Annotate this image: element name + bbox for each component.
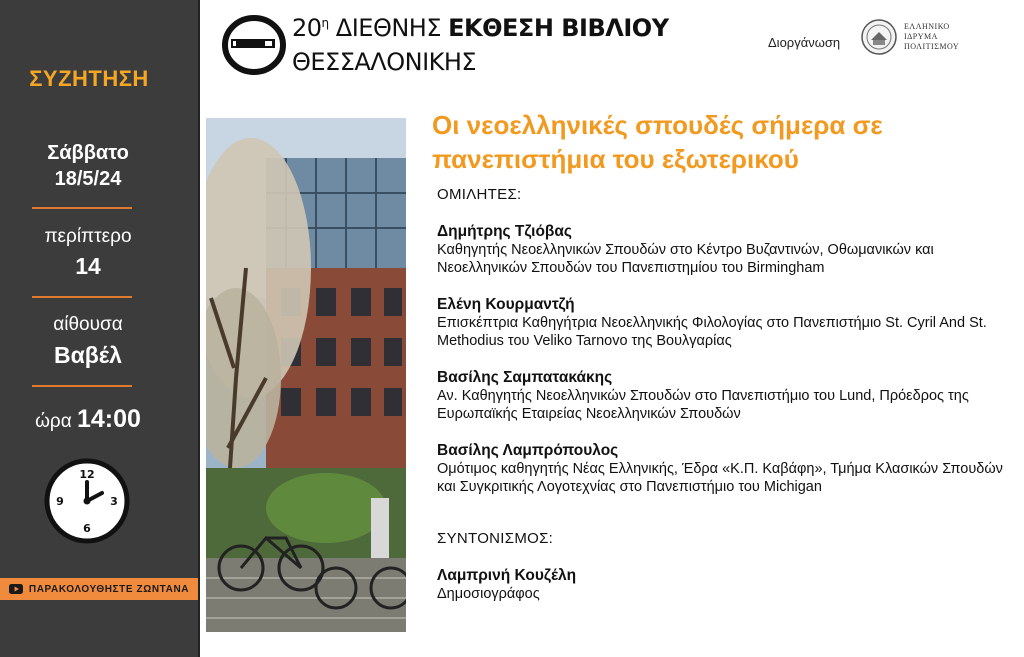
speakers-label: ΟΜΙΛΗΤΕΣ: xyxy=(437,186,522,203)
speaker-name: Δημήτρης Τζιόβας xyxy=(437,223,572,240)
speaker-item xyxy=(437,442,1007,496)
event-type: ΣΥΖΗΤΗΣΗ xyxy=(29,66,149,91)
fair-city: ΘΕΣΣΑΛΟΝΙΚΗΣ xyxy=(292,48,477,76)
speaker-name: Βασίλης Λαμπρόπουλος xyxy=(437,442,619,459)
speaker-name: Βασίλης Σαμπατακάκης xyxy=(437,369,613,386)
library-building-photo xyxy=(206,118,406,632)
divider xyxy=(32,296,132,298)
speaker-role: Επισκέπτρια Καθηγήτρια Νεοελληνικής Φιλολογίας στο Πανεπιστήμιο St. Cyril And St. Methodius του Veliko Tarnovo της Βουλγαρίας xyxy=(437,315,987,349)
hall-name: Βαβέλ xyxy=(54,342,122,368)
moderator-item xyxy=(437,567,1007,603)
svg-text:3: 3 xyxy=(110,495,118,508)
event-info-sidebar xyxy=(0,0,198,657)
fair-title: $20^\eta$ ΔΙΕΘΝΗΣ ΕΚΘΕΣΗ ΒΙΒΛΙΟΥ xyxy=(292,14,669,42)
divider xyxy=(32,207,132,209)
event-date: 18/5/24 xyxy=(54,168,122,190)
svg-text:12: 12 xyxy=(79,468,95,481)
moderator-label: ΣΥΝΤΟΝΙΣΜΟΣ: xyxy=(437,530,554,547)
speaker-item xyxy=(437,296,1007,350)
time-value: 14:00 xyxy=(76,405,141,433)
booth-number: 14 xyxy=(75,253,101,279)
watch-live-label: ΠΑΡΑΚΟΛΟΥΘΗΣΤΕ ΖΩΝΤΑΝΑ xyxy=(28,583,190,595)
watch-live-button[interactable] xyxy=(0,578,198,600)
foundation-logo xyxy=(860,18,898,56)
event-title: Οι νεοελληνικές σπουδές σήμερα σε πανεπιστήμια του εξωτερικού xyxy=(432,110,883,174)
svg-text:9: 9 xyxy=(56,495,64,508)
speaker-name: Ελένη Κουρμαντζή xyxy=(437,296,575,313)
moderator-name: Λαμπρινή Κουζέλη xyxy=(437,567,577,584)
book-fair-logo xyxy=(221,14,287,76)
speaker-item xyxy=(437,223,1007,277)
event-day: Σάββατο xyxy=(47,142,129,164)
clock-icon xyxy=(44,458,130,544)
time-label: ώρα xyxy=(35,411,72,432)
divider xyxy=(32,385,132,387)
event-details xyxy=(437,186,1007,603)
organizer-name: ΕΛΛΗΝΙΚΟ ΙΔΡΥΜΑ ΠΟΛΙΤΙΣΜΟΥ xyxy=(904,22,960,51)
speaker-item xyxy=(437,369,1007,423)
youtube-icon xyxy=(9,584,23,594)
organizer-label: Διοργάνωση xyxy=(768,35,841,50)
speaker-role: Καθηγητής Νεοελληνικών Σπουδών στο Κέντρο Βυζαντινών, Οθωμανικών και Νεοελληνικών Σπουδών του Πανεπιστημίου του Birmingham xyxy=(437,242,934,276)
hall-label: αίθουσα xyxy=(53,314,123,335)
svg-text:6: 6 xyxy=(83,522,91,535)
event-time xyxy=(0,405,176,434)
speaker-role: Αν. Καθηγητής Νεοελληνικών Σπουδών στο Πανεπιστήμιο του Lund, Πρόεδρος της Ευρωπαϊκής Εταιρείας Νεοελληνικών Σπουδών xyxy=(437,388,969,422)
booth-label: περίπτερο xyxy=(44,226,132,247)
moderator-role: Δημοσιογράφος xyxy=(437,586,540,602)
speaker-role: Ομότιμος καθηγητής Νέας Ελληνικής, Έδρα «Κ.Π. Καβάφη», Τμήμα Κλασικών Σπουδών και Συγκριτικής Λογοτεχνίας στο Πανεπιστήμιο του Michigan xyxy=(437,461,1003,495)
sidebar-edge xyxy=(198,0,200,657)
